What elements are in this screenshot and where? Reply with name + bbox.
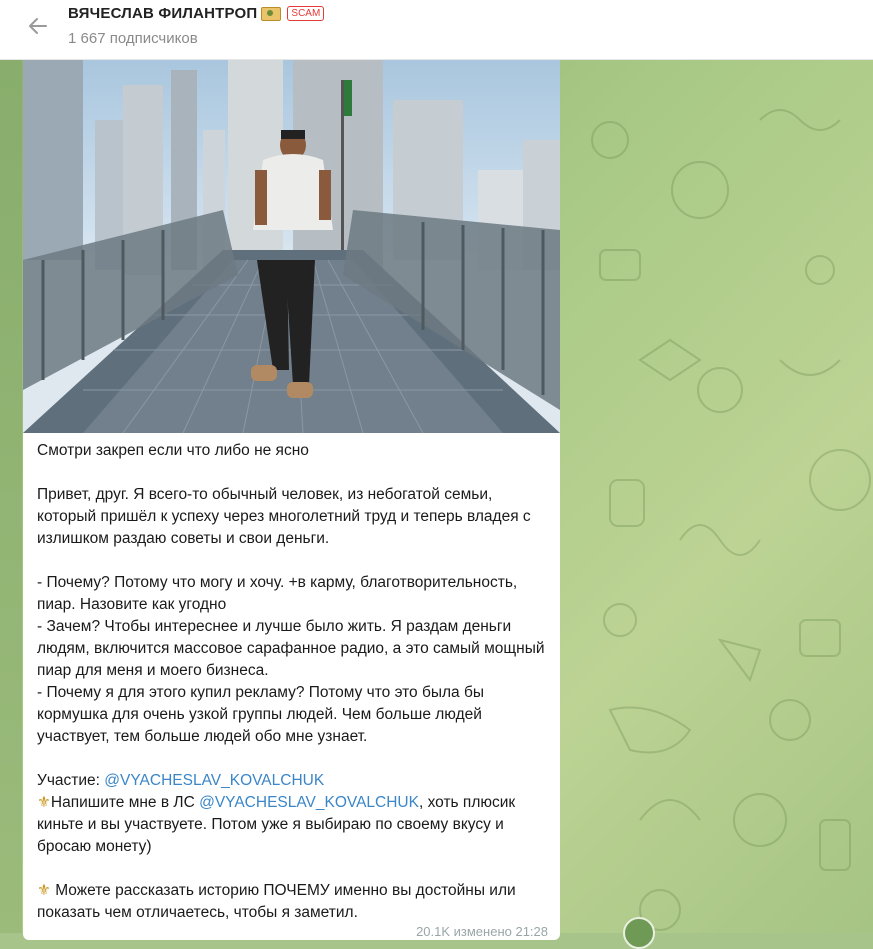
participation-line	[37, 770, 552, 792]
scam-badge: SCAM	[287, 6, 324, 21]
post-line-pinned: Смотри закреп если что либо не ясно	[37, 442, 309, 459]
post-paragraph-why: - Почему? Потому что могу и хочу. +в карму, благотворительность, пиар. Назовите как угодно	[37, 574, 522, 613]
arrow-left-icon	[26, 14, 50, 38]
post-paragraph-ads: - Почему я для этого купил рекламу? Потому что это была бы кормушка для очень узкой группы людей. Чем больше людей участвует, тем больше людей обо мне узнает.	[37, 684, 489, 745]
story-line	[37, 880, 552, 924]
write-suffix: , хоть плюсик киньте и вы участвуете. Потом уже я выбираю по своему вкусу и бросаю монету)	[37, 794, 520, 855]
post-paragraph-intro: Привет, друг. Я всего-то обычный человек, из небогатой семьи, который пришёл к успеху через многолетний труд и теперь владея с излишком раздаю советы и свои деньги.	[37, 486, 535, 547]
channel-post[interactable]	[23, 60, 560, 940]
left-edge	[0, 60, 22, 933]
mention-link[interactable]: @VYACHESLAV_KOVALCHUK	[104, 772, 325, 789]
post-text	[37, 440, 552, 924]
photo-illustration	[23, 60, 560, 433]
scroll-down-button[interactable]	[623, 917, 655, 949]
post-meta: 20.1K изменено 21:28	[416, 924, 548, 939]
post-paragraph-what-for: - Зачем? Чтобы интереснее и лучше было жить. Я раздам деньги людям, включится массовое сарафанное радио, а это самый мощный пиар для меня и моего бизнеса.	[37, 618, 549, 679]
fleur-de-lis-icon-2: ⚜	[37, 882, 51, 899]
channel-title-row[interactable]	[68, 5, 324, 22]
back-button[interactable]	[22, 12, 54, 40]
post-photo[interactable]	[23, 60, 560, 433]
participation-label: Участие:	[37, 772, 105, 789]
channel-title[interactable]: ВЯЧЕСЛАВ ФИЛАНТРОП	[68, 5, 258, 22]
money-icon	[261, 7, 281, 21]
fleur-de-lis-icon: ⚜	[37, 794, 51, 811]
subscriber-count: 1 667 подписчиков	[68, 30, 198, 47]
chat-header	[0, 0, 873, 60]
write-line	[37, 792, 552, 858]
write-prefix: Напишите мне в ЛС	[50, 794, 200, 811]
mention-link-2[interactable]: @VYACHESLAV_KOVALCHUK	[199, 794, 419, 811]
story-text: Можете рассказать историю ПОЧЕМУ именно вы достойны или показать чем отличаетесь, чтобы я заметил.	[37, 882, 520, 921]
